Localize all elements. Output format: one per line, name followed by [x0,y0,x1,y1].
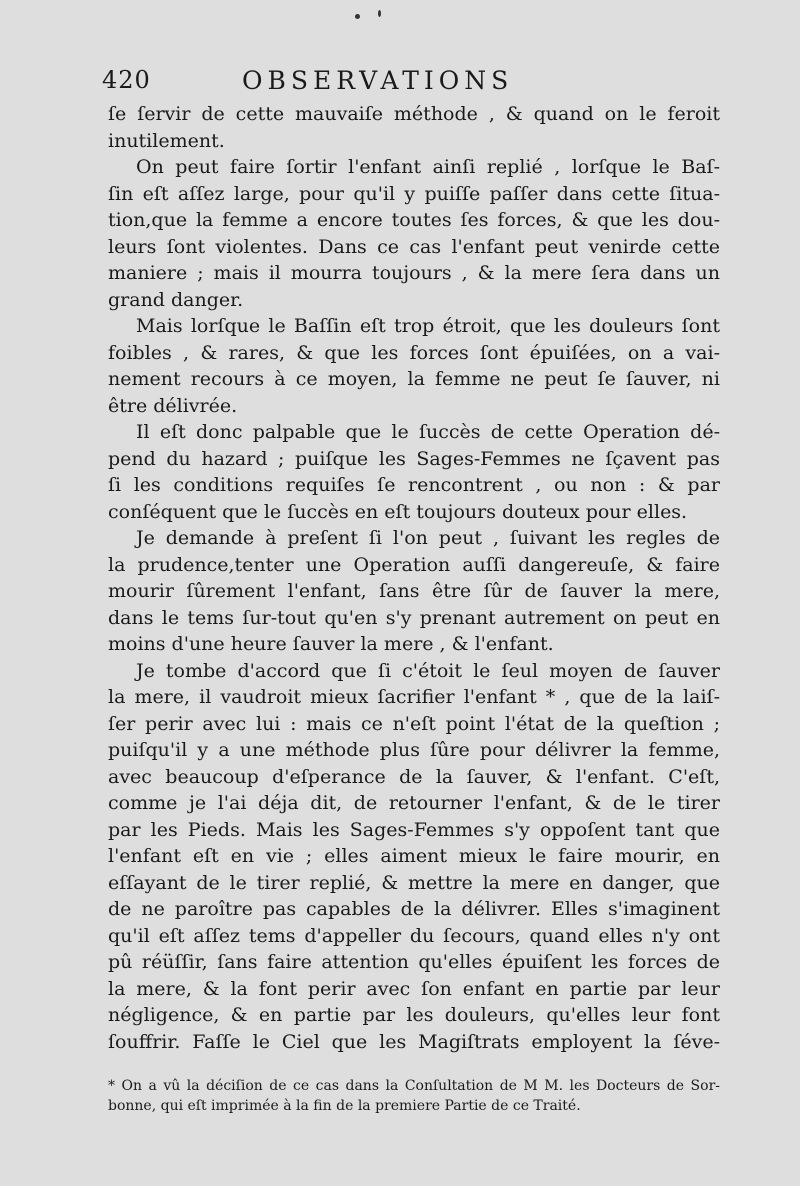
footnote-line: bonne, qui eſt imprimée à la fin de la premiere Partie de ce Traité. [108,1098,581,1114]
text-line: mourir ſûrement l'enfant, ſans être ſûr de ſauver la mere, [108,580,720,602]
text-line: ſi les conditions requiſes ſe rencontrent , ou non : & par [108,474,720,496]
page-number: 420 [102,66,151,94]
text-line: maniere ; mais il mourra toujours , & la mere ſera dans un [108,262,720,284]
text-line: ſe ſervir de cette mauvaiſe méthode , & quand on le feroit [108,103,720,125]
footnote-line: * On a vû la déciſion de ce cas dans la Conſultation de M M. les Docteurs de Sor- [108,1078,720,1094]
text-line: comme je l'ai déja dit, de retourner l'enfant, & de le tirer [108,792,720,814]
text-line: avec beaucoup d'eſperance de la ſauver, & l'enfant. C'eſt, [108,765,720,788]
ink-speck [355,14,360,19]
text-line: qu'il eſt aſſez tems d'appeller du ſecours, quand elles n'y ont [108,924,720,947]
text-line: eſſayant de le tirer replié, & mettre la mere en danger, que [108,871,720,894]
text-line: pend du hazard ; puiſque les Sages-Femmes ne ſçavent pas [108,447,720,470]
text-line: ſouffrir. Faſſe le Ciel que les Magiſtrats employent la ſéve- [108,1030,720,1053]
text-line: grand danger. [108,288,244,311]
text-line: leurs ſont violentes. Dans ce cas l'enfant peut venirde cette [108,235,720,258]
text-line: ſer perir avec lui : mais ce n'eſt point l'état de la queſtion ; [108,712,720,735]
text-line: négligence, & en partie par les douleurs, qu'elles leur font [108,1004,720,1026]
text-line: conſéquent que le ſuccès en eſt toujours douteux pour elles. [108,500,688,523]
text-line: la mere, il vaudroit mieux ſacrifier l'enfant * , que de la laiſ- [108,686,720,708]
text-line: Je tombe d'accord que ſi c'étoit le ſeul moyen de ſauver [136,659,720,682]
text-line: la prudence,tenter une Operation auſſi dangereuſe, & faire [108,553,720,576]
text-line: Je demande à preſent ſi l'on peut , ſuivant les regles de [136,527,720,549]
body-text [108,101,720,1055]
text-line: On peut faire ſortir l'enfant ainſi replié , lorſque le Baſ- [136,156,720,178]
text-line: pû réüſſir, ſans faire attention qu'elles épuiſent les forces de [108,951,720,973]
ink-speck [378,10,381,17]
text-line: par les Pieds. Mais les Sages-Femmes s'y oppoſent tant que [108,818,720,841]
text-line: puiſqu'il y a une méthode plus ſûre pour délivrer la femme, [108,739,720,761]
text-line: moins d'une heure ſauver la mere , & l'enfant. [108,633,554,655]
text-line: être délivrée. [108,394,238,417]
page-header [102,66,722,100]
text-line: dans le tems ſur-tout qu'en s'y prenant autrement on peut en [108,606,720,629]
text-line: Il eſt donc palpable que le ſuccès de cette Operation dé- [136,421,720,443]
text-line: tion,que la femme a encore toutes ſes forces, & que les dou- [108,209,720,231]
text-line: foibles , & rares, & que les forces ſont épuiſées, on a vai- [108,341,720,364]
footnote [108,1076,720,1116]
text-line: de ne paroître pas capables de la délivrer. Elles s'imaginent [108,898,720,920]
text-line: l'enfant eſt en vie ; elles aiment mieux le faire mourir, en [108,845,720,867]
text-line: Mais lorſque le Baſſin eſt trop étroit, que les douleurs ſont [136,315,720,337]
text-line: ſin eſt aſſez large, pour qu'il y puiſſe paſſer dans cette ſitua- [108,182,720,205]
running-title: OBSERVATIONS [242,66,514,95]
text-line: nement recours à ce moyen, la femme ne peut ſe ſauver, ni [108,368,720,390]
text-line: inutilement. [108,129,225,152]
text-line: la mere, & la font perir avec ſon enfant en partie par leur [108,977,720,1000]
